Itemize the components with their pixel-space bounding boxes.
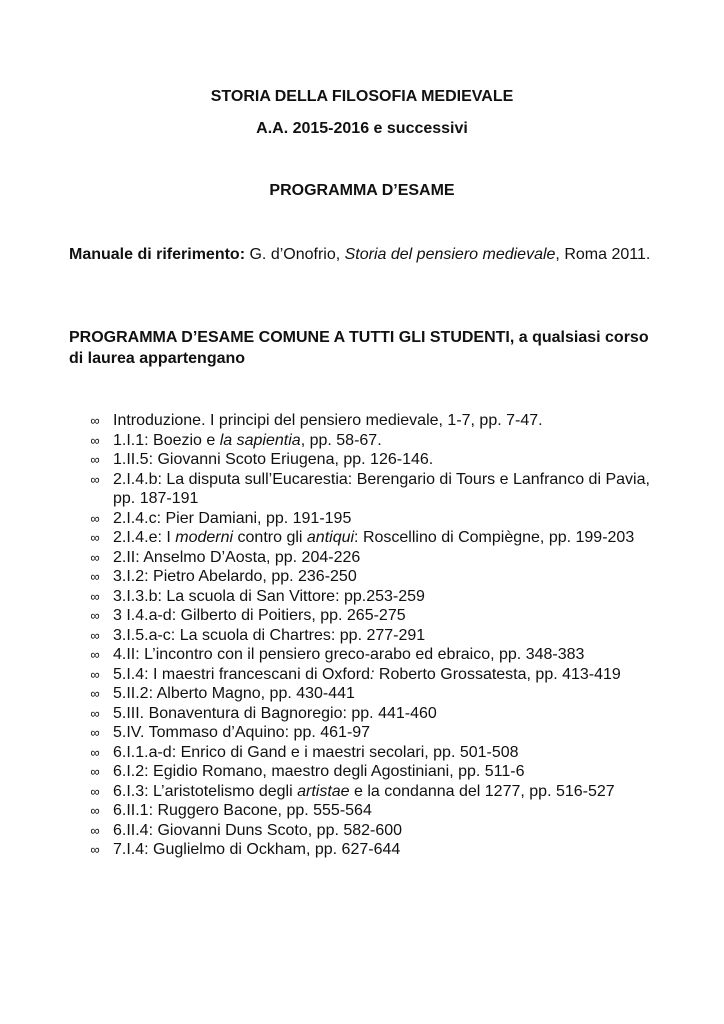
manual-author: G. d’Onofrio, — [245, 246, 345, 263]
topic-text: 5.II.2: Alberto Magno, pp. 430-441 — [113, 685, 355, 702]
list-item — [86, 431, 656, 451]
manual-book-title: Storia del pensiero medievale — [344, 246, 556, 263]
list-item — [86, 450, 656, 470]
topic-italic-text: antiqui — [306, 529, 355, 546]
topic-text: Roberto Grossatesta, pp. 413-419 — [374, 665, 621, 683]
manual-publication: , Roma 2011. — [555, 246, 651, 263]
topic-italic-text: moderni — [175, 529, 234, 546]
topic-text: 1.I.1: Boezio e — [113, 431, 220, 449]
topic-text: 1.II.5: Giovanni Scoto Eriugena, pp. 126-146. — [113, 451, 434, 468]
list-item — [86, 470, 656, 509]
list-item — [86, 626, 656, 646]
topic-text: 5.I.4: I maestri francescani di Oxford — [113, 665, 370, 683]
list-item — [86, 821, 656, 841]
list-item — [86, 665, 656, 685]
topic-text: 7.I.4: Guglielmo di Ockham, pp. 627-644 — [113, 841, 401, 858]
bullet-icon: ∞ — [90, 452, 100, 467]
topic-text: : Roscellino di Compiègne, pp. 199-203 — [354, 529, 635, 546]
topic-text: 2.I.4.b: La disputa sull’Eucarestia: Berengario di Tours e Lanfranco di Pavia, pp. 187-191 — [113, 470, 650, 507]
bullet-icon: ∞ — [90, 783, 100, 799]
bullet-icon: ∞ — [90, 627, 100, 643]
topic-text: 6.II.4: Giovanni Duns Scoto, pp. 582-600 — [113, 821, 403, 839]
reference-manual — [69, 244, 659, 265]
list-item — [86, 548, 656, 568]
topic-text: 2.I.4.c: Pier Damiani, pp. 191-195 — [113, 509, 352, 527]
list-item — [86, 606, 656, 626]
list-item — [86, 704, 656, 724]
topic-text: 3.I.5.a-c: La scuola di Chartres: pp. 277-291 — [113, 626, 426, 644]
bullet-icon: ∞ — [90, 549, 100, 565]
topic-text: 3.I.2: Pietro Abelardo, pp. 236-250 — [113, 568, 357, 585]
bullet-icon: ∞ — [90, 744, 100, 760]
list-item — [86, 743, 656, 763]
topic-italic-text: : — [370, 665, 375, 683]
bullet-icon: ∞ — [90, 705, 100, 721]
common-program-heading: PROGRAMMA D’ESAME COMUNE A TUTTI GLI STUDENTI, a qualsiasi corso di laurea appartengano — [69, 329, 649, 367]
bullet-icon: ∞ — [90, 725, 100, 740]
list-item — [86, 684, 656, 704]
bullet-icon: ∞ — [90, 647, 100, 662]
bullet-icon: ∞ — [90, 822, 100, 838]
topic-text: 6.I.1.a-d: Enrico di Gand e i maestri secolari, pp. 501-508 — [113, 743, 519, 761]
bullet-icon: ∞ — [90, 510, 100, 526]
course-title: STORIA DELLA FILOSOFIA MEDIEVALE — [210, 88, 514, 105]
bullet-icon: ∞ — [90, 471, 100, 487]
program-title: PROGRAMMA D’ESAME — [269, 182, 455, 199]
list-item — [86, 528, 656, 548]
topic-text: e la condanna del 1277, pp. 516-527 — [349, 782, 615, 800]
list-item — [86, 840, 656, 860]
list-item — [86, 411, 656, 431]
topic-text: 2.II: Anselmo D’Aosta, pp. 204-226 — [113, 548, 361, 566]
manual-label: Manuale di riferimento: — [69, 246, 246, 263]
bullet-icon: ∞ — [90, 686, 100, 701]
bullet-icon: ∞ — [90, 588, 100, 604]
bullet-icon: ∞ — [90, 608, 100, 623]
bullet-icon: ∞ — [90, 764, 100, 779]
topic-italic-text: la sapientia — [219, 431, 301, 449]
topic-text: 3.I.3.b: La scuola di San Vittore: pp.253-259 — [113, 587, 425, 605]
list-item — [86, 782, 656, 802]
topic-text: 3 I.4.a-d: Gilberto di Poitiers, pp. 265-275 — [113, 607, 406, 624]
bullet-icon: ∞ — [90, 413, 100, 428]
academic-year: A.A. 2015-2016 e successivi — [256, 120, 468, 137]
list-item — [86, 723, 656, 743]
topic-text: contro gli — [233, 529, 307, 546]
topic-text: 6.II.1: Ruggero Bacone, pp. 555-564 — [113, 802, 372, 819]
topic-italic-text: artistae — [297, 782, 350, 800]
list-item — [86, 801, 656, 821]
topic-text: 6.I.2: Egidio Romano, maestro degli Agostiniani, pp. 511-6 — [113, 763, 525, 780]
topic-text: 4.II: L’incontro con il pensiero greco-arabo ed ebraico, pp. 348-383 — [113, 646, 585, 663]
topic-text: Introduzione. I principi del pensiero medievale, 1-7, pp. 7-47. — [113, 412, 543, 429]
list-item — [86, 762, 656, 782]
topic-text: 2.I.4.e: I — [113, 529, 176, 546]
list-item — [86, 567, 656, 587]
topic-text: , pp. 58-67. — [300, 431, 382, 449]
topic-text: 6.I.3: L’aristotelismo degli — [113, 782, 298, 800]
bullet-icon: ∞ — [90, 530, 100, 545]
list-item — [86, 587, 656, 607]
bullet-icon: ∞ — [90, 432, 100, 448]
bullet-icon: ∞ — [90, 666, 100, 682]
bullet-icon: ∞ — [90, 569, 100, 584]
bullet-icon: ∞ — [90, 803, 100, 818]
topic-text: 5.III. Bonaventura di Bagnoregio: pp. 441-460 — [113, 704, 437, 722]
list-item — [86, 509, 656, 529]
topic-text: 5.IV. Tommaso d’Aquino: pp. 461-97 — [113, 724, 371, 741]
topic-list — [86, 411, 656, 860]
list-item — [86, 645, 656, 665]
bullet-icon: ∞ — [90, 842, 100, 857]
